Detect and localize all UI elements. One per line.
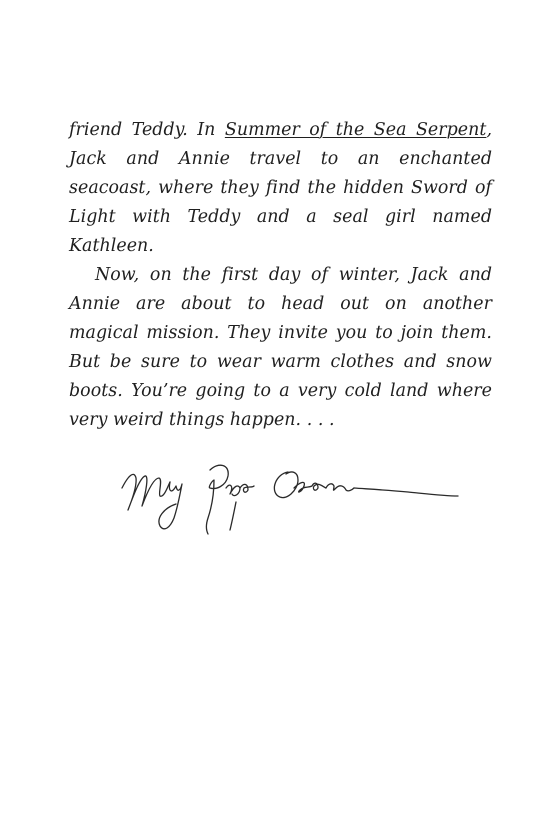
paragraph-1-start: friend Teddy. In xyxy=(69,120,225,140)
paragraph-1 xyxy=(69,116,492,261)
author-signature xyxy=(118,458,463,540)
paragraph-1-end: , Jack and Annie travel to an enchanted seacoast, where they find the hidden Sword of Light with Teddy and a seal girl named Kathleen. xyxy=(69,120,493,256)
paragraph-2: Now, on the first day of winter, Jack and Annie are about to head out on another magical mission. They invite you to join them. But be sure to wear warm clothes and snow boots. You’re going to a very cold land where very weird things happen. . . . xyxy=(69,265,492,430)
book-title: Summer of the Sea Serpent xyxy=(224,120,487,140)
body-text xyxy=(69,116,492,435)
